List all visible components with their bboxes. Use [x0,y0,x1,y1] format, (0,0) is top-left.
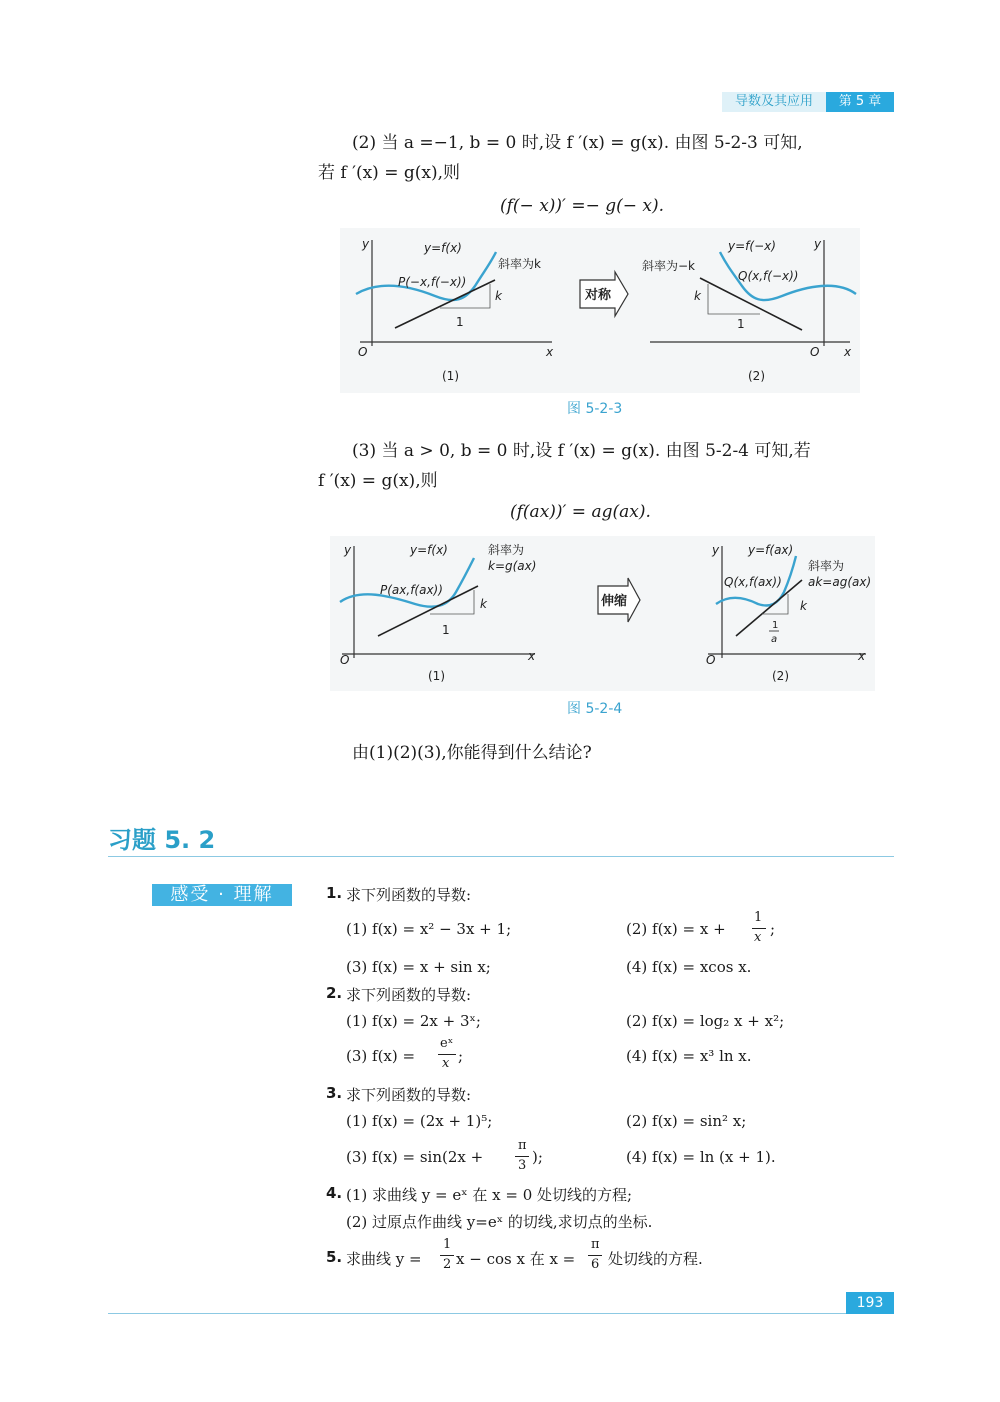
q5-c: 处切线的方程. [608,1250,703,1268]
q5-a-frac-bar [440,1255,454,1256]
fig524-left-origin: O [340,653,350,667]
q4-number: 4. [326,1184,343,1202]
para2-line2: 若 f ′(x) = g(x),则 [318,163,461,183]
q1-a: (1) f(x) = x² − 3x + 1; [346,920,512,938]
fig524-left-y-label: y [344,543,352,557]
q5-a-frac-den: 2 [443,1257,452,1272]
chapter-number-tag: 第 5 章 [826,92,894,112]
fig523-right-point-label: Q(x,f(−x)) [738,269,799,283]
q1-stem: 求下列函数的导数: [346,886,472,904]
fig524-left-k: k [480,597,487,611]
fig524-right-k: k [800,599,807,613]
fig524-right-frac-num: 1 [772,620,779,631]
q5-b-frac-den: 6 [591,1257,600,1272]
q5-number: 5. [326,1248,343,1266]
q3-number: 3. [326,1084,343,1102]
fig524-arrow-label: 伸缩 [601,594,628,609]
q2-a: (1) f(x) = 2x + 3ˣ; [346,1012,481,1030]
q2-d: (4) f(x) = x³ ln x. [626,1047,752,1065]
q2-c-frac-den: x [442,1056,450,1071]
fig524-right-sub: (2) [772,669,789,683]
fig523-left-sub: (1) [442,369,459,383]
section-title: 习题 5. 2 [108,826,216,854]
fig524-right-origin: O [706,653,716,667]
fig524-left-sub: (1) [428,669,445,683]
q1-number: 1. [326,884,343,902]
fig523-left-k: k [495,289,502,303]
figure-5-2-3 [340,228,860,393]
fig523-left-one: 1 [456,315,464,329]
q2-c-frac-num: eˣ [440,1036,454,1051]
q3-a: (1) f(x) = (2x + 1)⁵; [346,1112,493,1130]
figure-5-2-3-caption: 图 5-2-3 [567,401,623,417]
footer-divider [108,1313,894,1314]
para2-line1: (2) 当 a =−1, b = 0 时,设 f ′(x) = g(x). 由图 5-2-3 可知, [352,133,803,153]
q5-a-frac-num: 1 [443,1237,452,1252]
conclusion-question: 由(1)(2)(3),你能得到什么结论? [352,743,592,763]
q1-b: (2) f(x) = x + [626,920,726,938]
section-badge: 感受 · 理解 [152,884,292,906]
q5-a: 求曲线 y = [346,1250,422,1268]
figure-5-2-4 [330,536,875,691]
fig523-left-origin: O [358,345,368,359]
q5-b: x − cos x 在 x = [456,1250,576,1268]
q3-c-frac-den: 3 [518,1158,527,1173]
fig524-left-curve-label: y=f(x) [410,543,448,557]
para3-line2: f ′(x) = g(x),则 [318,471,438,491]
q5-b-frac-num: π [591,1237,600,1252]
para2-formula: (f(− x))′ =− g(− x). [500,196,664,216]
fig523-right-y-label: y [814,237,822,251]
fig524-left-point-label: P(ax,f(ax)) [380,583,443,597]
q4-a: (1) 求曲线 y = eˣ 在 x = 0 处切线的方程; [346,1186,633,1204]
q5-b-frac-bar [588,1255,602,1256]
fig524-left-x-label: x [528,649,536,663]
q3-c-frac-num: π [518,1138,527,1153]
fig523-right-one: 1 [737,317,745,331]
fig523-arrow-label: 对称 [585,288,612,303]
fig523-left-slope-label: 斜率为k [498,257,541,271]
fig523-right-sub: (2) [748,369,765,383]
chapter-title-tag: 导数及其应用 [722,92,826,112]
q1-b-end: ; [770,920,776,938]
q2-c: (3) f(x) = [346,1047,416,1065]
section-divider [108,856,894,857]
fig523-right-curve-label: y=f(−x) [728,239,776,253]
fig524-right-y-label: y [712,543,720,557]
fig523-right-x-label: x [844,345,852,359]
q2-stem: 求下列函数的导数: [346,986,472,1004]
q4-b: (2) 过原点作曲线 y=eˣ 的切线,求切点的坐标. [346,1213,653,1231]
fig524-left-one: 1 [442,623,450,637]
q1-c: (3) f(x) = x + sin x; [346,958,491,976]
fig524-right-slope-label2: ak=ag(ax) [808,575,872,589]
fig523-left-curve-label: y=f(x) [424,241,462,255]
q3-c-frac-bar [515,1156,529,1157]
fig523-right-origin: O [810,345,820,359]
q1-b-frac-num: 1 [754,910,763,925]
fig523-left-x-label: x [546,345,554,359]
q2-number: 2. [326,984,343,1002]
q3-c: (3) f(x) = sin(2x + [346,1148,484,1166]
q3-b: (2) f(x) = sin² x; [626,1112,747,1130]
q1-b-frac-bar [752,928,766,929]
fig523-right-k: k [694,289,701,303]
fig524-left-slope-label1: 斜率为 [488,543,525,557]
fig523-left-y-label: y [362,237,370,251]
fig524-right-point-label: Q(x,f(ax)) [724,575,782,589]
page-number: 193 [846,1292,894,1314]
q1-b-frac-den: x [754,930,762,945]
para3-line1: (3) 当 a > 0, b = 0 时,设 f ′(x) = g(x). 由图 5-2-4 可知,若 [352,441,811,461]
para3-formula: (f(ax))′ = ag(ax). [510,502,651,522]
figure-5-2-4-caption: 图 5-2-4 [567,701,623,717]
fig524-right-frac-den: a [771,634,778,645]
q3-stem: 求下列函数的导数: [346,1086,472,1104]
fig524-right-x-label: x [858,649,866,663]
q2-b: (2) f(x) = log₂ x + x²; [626,1012,785,1030]
q2-c-end: ; [458,1047,464,1065]
fig524-right-slope-label1: 斜率为 [808,559,845,573]
q3-c-end: ); [532,1148,543,1166]
q1-d: (4) f(x) = xcos x. [626,958,752,976]
q2-c-frac-bar [438,1054,456,1055]
fig523-right-slope-label: 斜率为−k [642,259,696,273]
fig524-right-curve-label: y=f(ax) [748,543,794,557]
fig524-left-slope-label2: k=g(ax) [488,559,537,573]
q3-d: (4) f(x) = ln (x + 1). [626,1148,776,1166]
fig523-left-point-label: P(−x,f(−x)) [398,275,467,289]
